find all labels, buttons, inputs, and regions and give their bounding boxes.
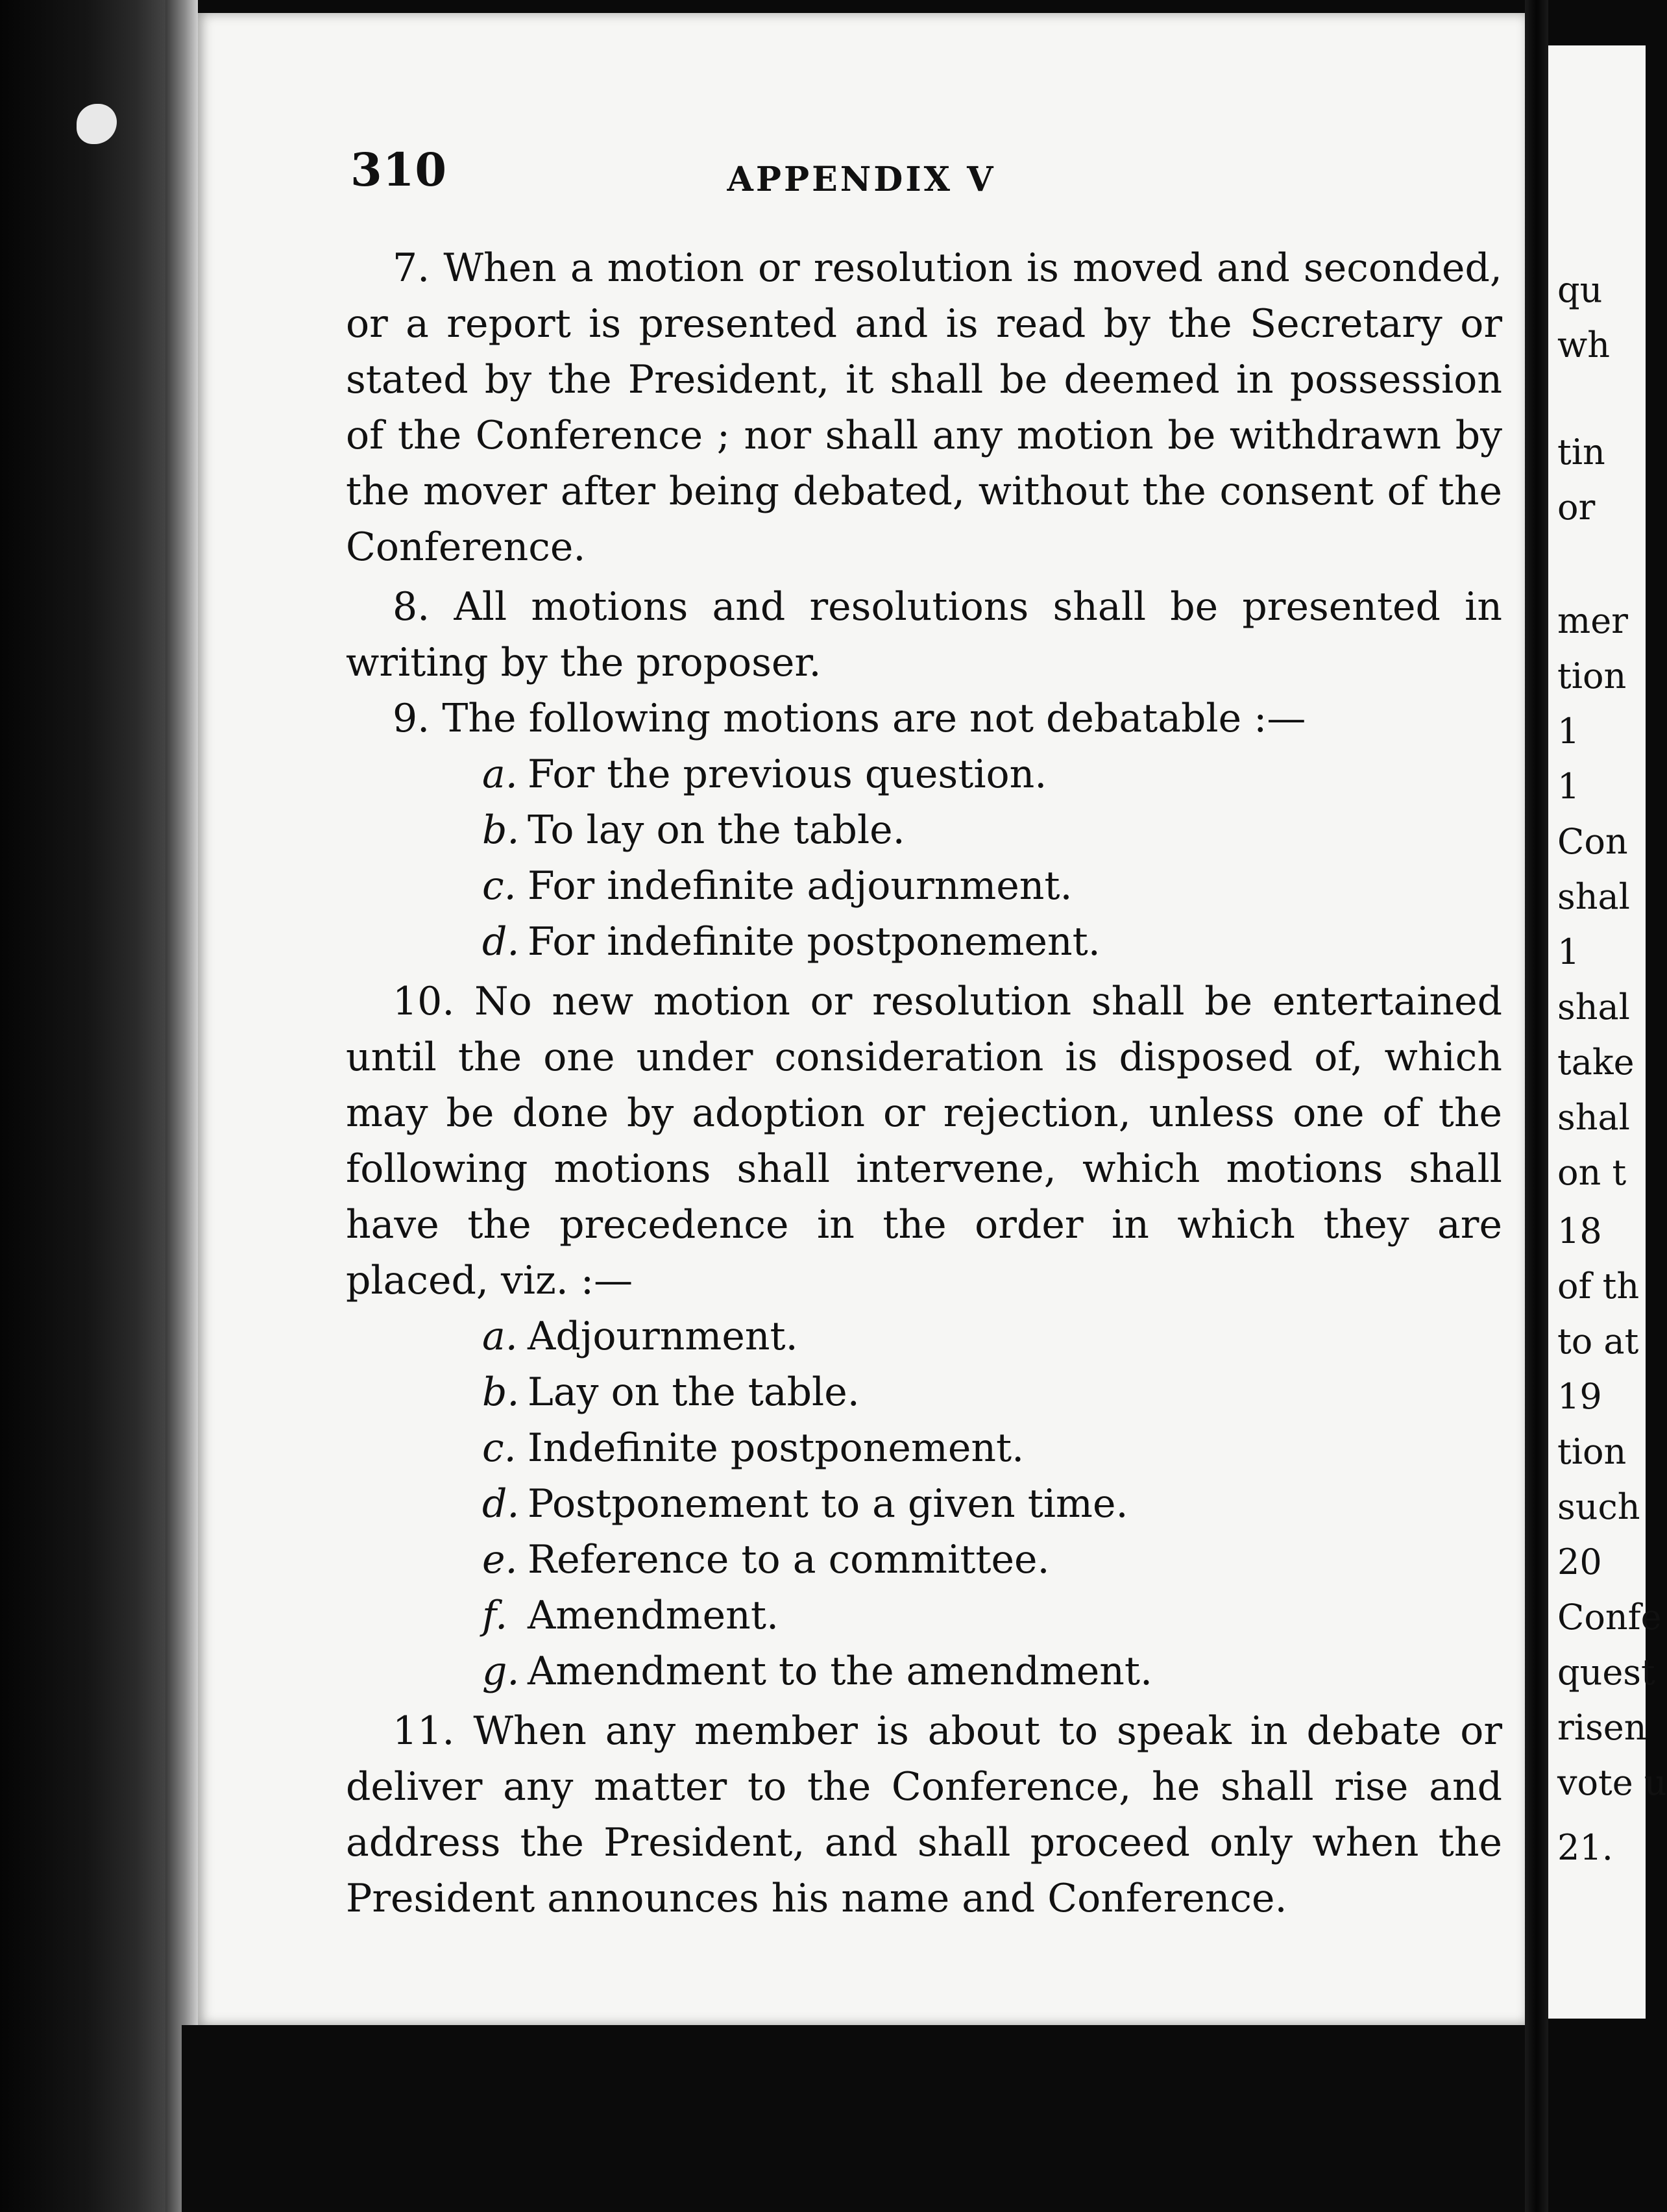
facing-page-fragment: take — [1557, 1042, 1635, 1083]
list-text: Lay on the table. — [528, 1370, 860, 1415]
paragraph-number: 10. — [393, 979, 455, 1024]
paragraph-10 — [346, 974, 1502, 1309]
list-item — [482, 1588, 1502, 1643]
list-letter: e. — [482, 1537, 518, 1582]
paragraph-11 — [346, 1703, 1502, 1926]
facing-page-fragment: mer — [1557, 600, 1628, 641]
facing-page-fragment: of th — [1557, 1266, 1640, 1307]
facing-page-fragment: 19 — [1557, 1376, 1602, 1417]
paragraph-text: When a motion or resolution is moved and seconded, or a report is presented and is read by the Secretary or stated by the President, it shall be deemed in possession of the Conference ; nor shall any motion be withdrawn by the mover after being debated, without the consent of the Conference. — [346, 245, 1502, 570]
paragraph-text: When any member is about to speak in debate or deliver any matter to the Conference, he shall rise and address the President, and shall proceed only when the President announces his name and Conference. — [346, 1708, 1502, 1921]
facing-page-fragment: qu — [1557, 269, 1603, 310]
facing-page-fragment: tin — [1557, 432, 1605, 473]
list-letter: c. — [482, 863, 517, 909]
list-item — [482, 802, 1502, 858]
book-page — [198, 13, 1525, 2025]
paragraph-number: 9. — [393, 696, 430, 741]
list-letter: a. — [482, 1314, 518, 1359]
facing-page-fragment: quest — [1557, 1652, 1655, 1693]
list-text: Indefinite postponement. — [528, 1425, 1025, 1471]
facing-page-fragment: on t — [1557, 1152, 1627, 1193]
paragraph-number: 11. — [393, 1708, 455, 1754]
list-text: Adjournment. — [528, 1314, 798, 1359]
list-item — [482, 914, 1502, 970]
list-letter: b. — [482, 807, 520, 853]
paragraph-text: The following motions are not debatable :— — [442, 696, 1306, 741]
facing-page-fragment: shal — [1557, 1097, 1630, 1138]
facing-page-fragment: such — [1557, 1486, 1640, 1527]
paragraph-number: 8. — [393, 584, 430, 630]
paragraph-number: 7. — [393, 245, 430, 291]
facing-page-fragment: vote u — [1557, 1762, 1667, 1803]
facing-page-fragment: wh — [1557, 325, 1610, 365]
paragraph-text: No new motion or resolution shall be entertained until the one under consideration is disposed of, which may be done by adoption or rejection, unless one of the following motions shall intervene, which motions shall have the precedence in the order in which they are placed, viz. :— — [346, 979, 1502, 1303]
list-text: For the previous question. — [528, 752, 1047, 797]
facing-page-fragment: tion — [1557, 656, 1627, 696]
facing-page-fragment: 1 — [1557, 711, 1580, 752]
facing-page-fragment: or — [1557, 487, 1596, 528]
facing-page-fragment: 20 — [1557, 1542, 1602, 1582]
list-text: Reference to a committee. — [528, 1537, 1050, 1582]
running-head: APPENDIX V — [727, 160, 996, 199]
list-letter: f. — [482, 1593, 508, 1638]
facing-page-fragment: Confe — [1557, 1597, 1662, 1638]
list-precedence — [346, 1309, 1502, 1699]
list-item — [482, 1420, 1502, 1476]
list-letter: a. — [482, 752, 518, 797]
paragraph-7 — [346, 240, 1502, 575]
facing-page-fragment: to at — [1557, 1321, 1639, 1362]
book-gutter — [1525, 0, 1548, 2212]
list-text: For indefinite postponement. — [528, 919, 1101, 965]
facing-page-fragment: 1 — [1557, 766, 1580, 807]
facing-page-fragment: risen — [1557, 1707, 1647, 1748]
list-letter: g. — [482, 1649, 520, 1694]
list-letter: b. — [482, 1370, 520, 1415]
facing-page-fragment: 18 — [1557, 1210, 1602, 1251]
list-item — [482, 746, 1502, 802]
paragraph-text: All motions and resolutions shall be presented in writing by the proposer. — [346, 584, 1503, 685]
list-item — [482, 1643, 1502, 1699]
paragraph-8 — [346, 579, 1502, 691]
facing-page-fragment: 21. — [1557, 1827, 1613, 1868]
facing-page-fragment: tion — [1557, 1431, 1627, 1472]
binding-edge — [165, 0, 198, 2212]
list-letter: d. — [482, 919, 520, 965]
list-text: Amendment to the amendment. — [528, 1649, 1153, 1694]
list-letter: d. — [482, 1481, 520, 1527]
list-item — [482, 858, 1502, 914]
list-text: To lay on the table. — [528, 807, 905, 853]
list-item — [482, 1309, 1502, 1364]
page-body — [346, 240, 1502, 1926]
facing-page-edge — [1548, 45, 1667, 2019]
page-number: 310 — [350, 143, 448, 197]
list-letter: c. — [482, 1425, 517, 1471]
list-text: Amendment. — [528, 1593, 779, 1638]
list-item — [482, 1364, 1502, 1420]
facing-page-fragment: 1 — [1557, 931, 1580, 972]
list-text: Postponement to a given time. — [528, 1481, 1128, 1527]
paragraph-9 — [346, 691, 1502, 746]
scan-border — [182, 2025, 1531, 2212]
list-item — [482, 1476, 1502, 1532]
facing-page-fragment: shal — [1557, 876, 1630, 917]
facing-page-fragment: shal — [1557, 987, 1630, 1027]
list-not-debatable — [346, 746, 1502, 970]
list-text: For indefinite adjournment. — [528, 863, 1073, 909]
list-item — [482, 1532, 1502, 1588]
facing-page-fragment: Con — [1557, 821, 1628, 862]
